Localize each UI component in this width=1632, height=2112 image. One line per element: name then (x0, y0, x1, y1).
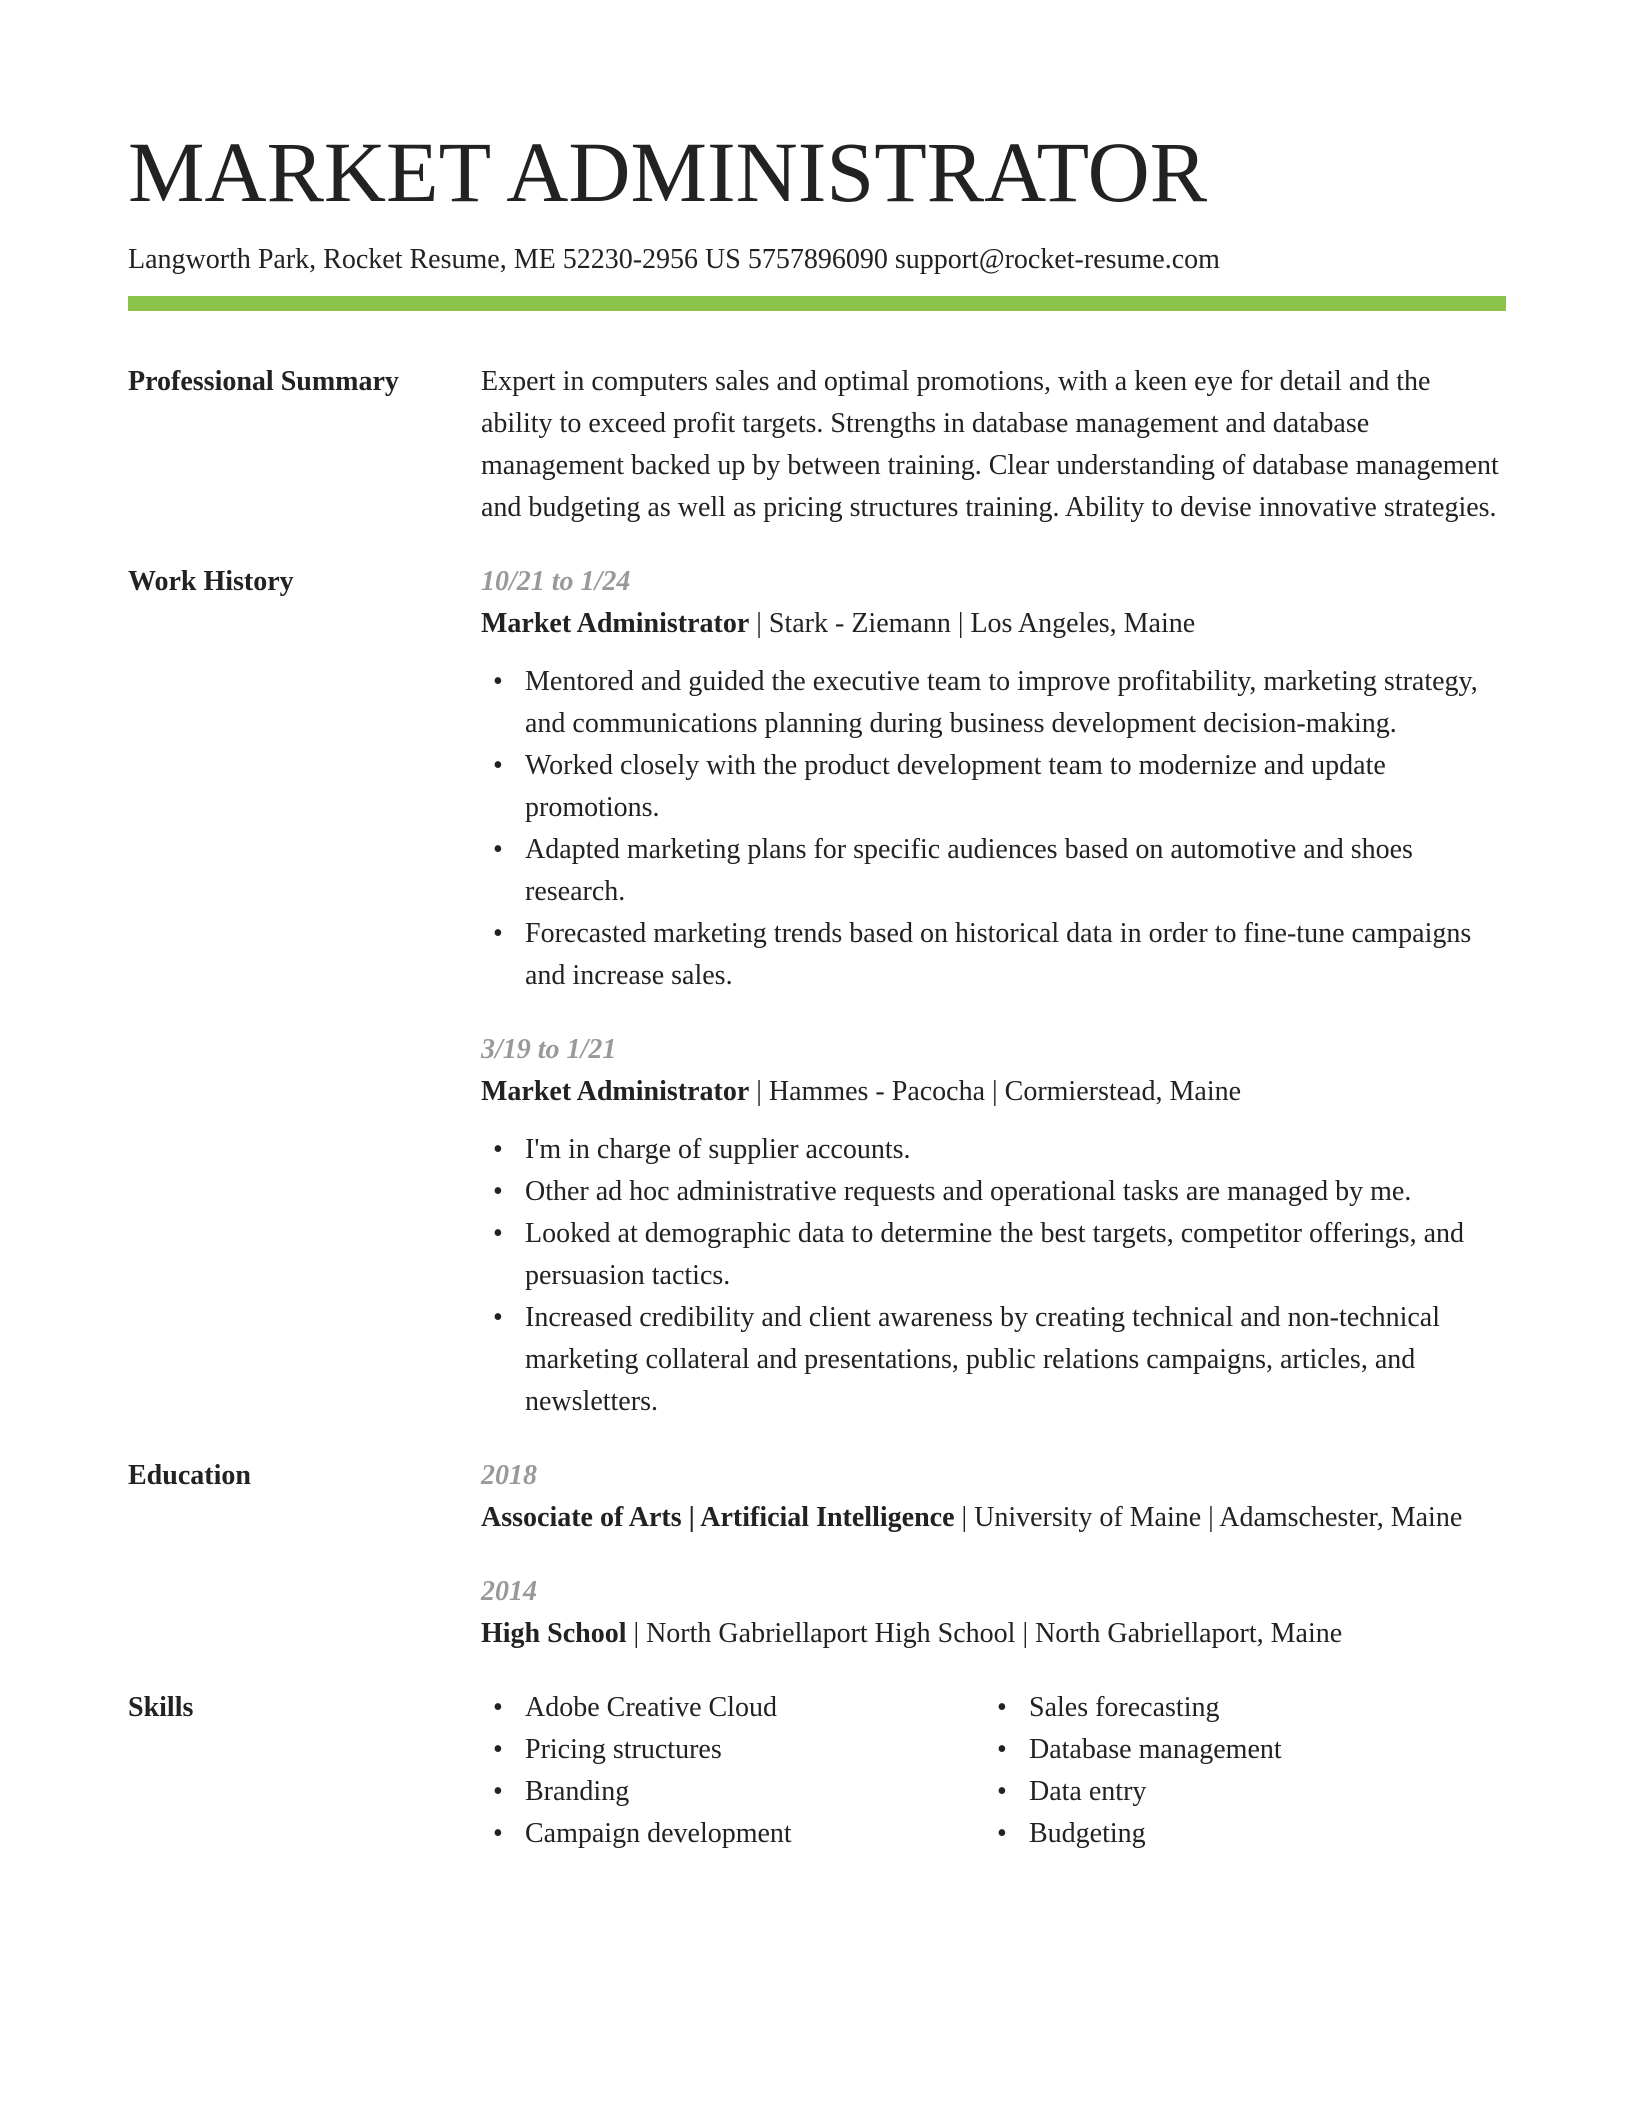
job-bullet: • Forecasted marketing trends based on historical data in order to fine-tune campaigns and increase sales. (481, 913, 1506, 997)
work-history-section (128, 561, 1506, 1423)
skills-section (128, 1687, 1506, 1855)
job-title: Market Administrator (481, 608, 750, 639)
job-entry (481, 1029, 1506, 1423)
job-bullets (481, 1129, 1506, 1423)
skill-item: • Budgeting (985, 1813, 1489, 1855)
skill-item: • Data entry (985, 1771, 1489, 1813)
education-year: 2018 (481, 1460, 537, 1491)
section-heading-skills: Skills (128, 1692, 194, 1723)
candidate-name: MARKET ADMINISTRATOR (128, 124, 1208, 220)
section-heading-work: Work History (128, 566, 294, 597)
job-heading (481, 603, 1506, 645)
skills-column-left (481, 1687, 985, 1855)
accent-divider (128, 296, 1506, 311)
education-heading (481, 1497, 1506, 1539)
school-location: | North Gabriellaport High School | North Gabriellaport, Maine (626, 1618, 1343, 1649)
degree-title: Associate of Arts | Artificial Intelligence (481, 1502, 955, 1533)
skills-column-right (985, 1687, 1489, 1855)
job-entry (481, 561, 1506, 997)
school-location: | University of Maine | Adamschester, Maine (954, 1502, 1463, 1533)
job-employer-location: | Hammes - Pacocha | Cormierstead, Maine (749, 1076, 1242, 1107)
job-dates: 3/19 to 1/21 (481, 1034, 617, 1065)
education-heading (481, 1613, 1506, 1655)
job-employer-location: | Stark - Ziemann | Los Angeles, Maine (749, 608, 1196, 639)
job-bullets (481, 661, 1506, 997)
job-bullet: • Looked at demographic data to determine the best targets, competitor offerings, and persuasion tactics. (481, 1213, 1506, 1297)
job-title: Market Administrator (481, 1076, 750, 1107)
skill-item: • Pricing structures (481, 1729, 985, 1771)
summary-text: Expert in computers sales and optimal promotions, with a keen eye for detail and the ability to exceed profit targets. Strengths in database management and database management backed up by between training. Clear understanding of database management and budgeting as well as pricing structures training. Ability to devise innovative strategies. (481, 366, 1499, 523)
skills-content (481, 1687, 1506, 1855)
section-heading-summary: Professional Summary (128, 366, 399, 397)
contact-line: Langworth Park, Rocket Resume, ME 52230-2956 US 5757896090 support@rocket-resume.com (128, 244, 1220, 275)
skill-item: • Adobe Creative Cloud (481, 1687, 985, 1729)
job-bullet: • Worked closely with the product development team to modernize and update promotions. (481, 745, 1506, 829)
skill-item: • Sales forecasting (985, 1687, 1489, 1729)
work-history-content (481, 561, 1506, 1423)
job-bullet: • Increased credibility and client awareness by creating technical and non-technical marketing collateral and presentations, public relations campaigns, articles, and newsletters. (481, 1297, 1506, 1423)
education-content (481, 1455, 1506, 1655)
section-heading-education: Education (128, 1460, 251, 1491)
resume-page (128, 0, 1506, 1855)
job-bullet: • Other ad hoc administrative requests and operational tasks are managed by me. (481, 1171, 1506, 1213)
skill-item: • Database management (985, 1729, 1489, 1771)
education-entry (481, 1455, 1506, 1539)
summary-section (128, 361, 1506, 529)
job-bullet: • I'm in charge of supplier accounts. (481, 1129, 1506, 1171)
job-dates: 10/21 to 1/24 (481, 566, 631, 597)
education-entry (481, 1571, 1506, 1655)
job-bullet: • Mentored and guided the executive team to improve profitability, marketing strategy, and communications planning during business development decision-making. (481, 661, 1506, 745)
degree-title: High School (481, 1618, 627, 1649)
education-year: 2014 (481, 1576, 537, 1607)
job-bullet: • Adapted marketing plans for specific audiences based on automotive and shoes research. (481, 829, 1506, 913)
skill-item: • Campaign development (481, 1813, 985, 1855)
education-section (128, 1455, 1506, 1655)
job-heading (481, 1071, 1506, 1113)
skill-item: • Branding (481, 1771, 985, 1813)
